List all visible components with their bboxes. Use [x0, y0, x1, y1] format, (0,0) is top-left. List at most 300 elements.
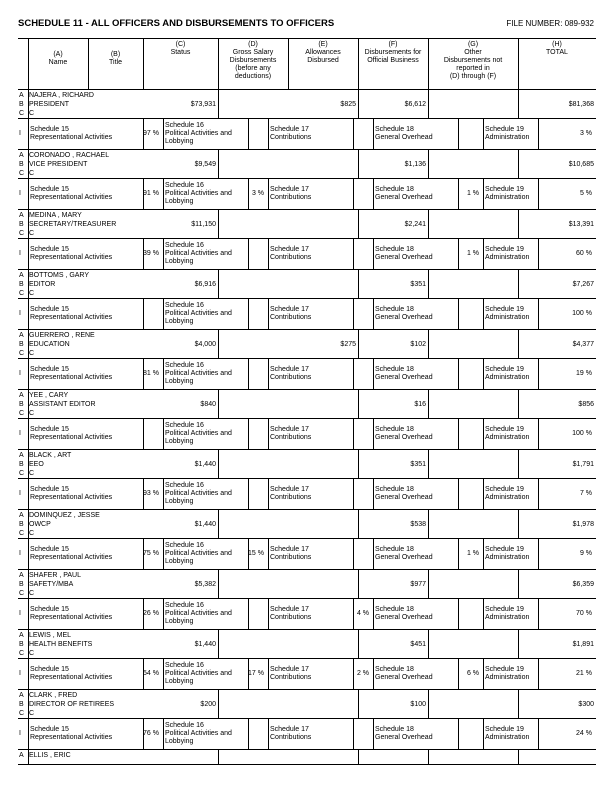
column-divider	[518, 150, 519, 178]
schedule-label-line: Contributions	[270, 554, 312, 561]
schedule-label-line: Schedule 15	[30, 366, 69, 373]
row-letters	[19, 211, 27, 238]
amount-total: $81,368	[568, 101, 594, 108]
schedule-label-line: Administration	[485, 434, 530, 441]
schedule-label-s15	[30, 606, 112, 622]
schedule-label-line: Representational Activities	[30, 254, 113, 261]
schedule-label-s18	[375, 606, 433, 622]
column-divider	[483, 599, 484, 629]
column-divider	[373, 359, 374, 389]
officer-title: OWCP	[29, 521, 51, 528]
percent-p16: 3 %	[251, 190, 264, 197]
amount-official: $2,241	[404, 221, 426, 228]
amount-salary: $11,150	[191, 221, 216, 228]
column-divider	[428, 330, 429, 358]
percent-p16: 15 %	[248, 550, 264, 557]
column-divider	[358, 150, 359, 178]
column-divider	[358, 570, 359, 598]
percentage-row	[18, 718, 596, 750]
column-divider	[268, 479, 269, 509]
column-divider	[358, 330, 359, 358]
schedule-label-line: Schedule 16	[165, 422, 204, 429]
schedule-label-line: Schedule 17	[270, 306, 309, 313]
row-letter: A	[19, 152, 24, 159]
schedule-label-line: Administration	[485, 314, 530, 321]
percent-p18: 1 %	[466, 250, 479, 257]
header-line: (H)	[552, 41, 562, 48]
schedule-label-s17	[270, 426, 311, 442]
amount-salary: $1,440	[194, 461, 216, 468]
officer-title: VICE PRESIDENT	[29, 161, 88, 168]
column-divider	[28, 659, 29, 689]
officer-row	[18, 510, 596, 538]
amount-salary: $9,549	[194, 161, 216, 168]
amount-total: $6,359	[572, 581, 594, 588]
column-divider	[373, 239, 374, 269]
schedule-label-s15	[30, 186, 112, 202]
column-divider	[483, 359, 484, 389]
schedule-label-s18	[375, 366, 433, 382]
schedule-label-s19	[485, 726, 529, 742]
row-letter: B	[19, 341, 24, 348]
column-divider	[428, 630, 429, 658]
column-divider	[353, 539, 354, 569]
officer-row	[18, 90, 596, 118]
schedule-label-line: Schedule 15	[30, 186, 69, 193]
table-header	[18, 39, 596, 90]
schedule-label-line: Schedule 15	[30, 486, 69, 493]
officer-status: C	[29, 290, 35, 297]
column-divider	[248, 599, 249, 629]
column-divider	[353, 719, 354, 749]
row-letters	[19, 271, 27, 298]
header-col-b	[88, 51, 143, 67]
schedule-label-line: Schedule 17	[270, 126, 309, 133]
schedule-label-line: Schedule 19	[485, 366, 524, 373]
schedule-label-line: Representational Activities	[30, 194, 113, 201]
column-divider	[353, 299, 354, 329]
schedule-label-line: Schedule 16	[165, 182, 204, 189]
percent-p18: 1 %	[466, 550, 479, 557]
schedule-label-line: Schedule 15	[30, 426, 69, 433]
column-divider	[353, 359, 354, 389]
officer-status: C	[29, 110, 35, 117]
schedule-label-line: General Overhead	[375, 614, 433, 621]
officer-title: SECRETARY/TREASURER	[29, 221, 117, 228]
column-divider	[518, 390, 519, 418]
column-divider	[268, 179, 269, 209]
schedule-label-s15	[30, 426, 112, 442]
schedule-label-line: Administration	[485, 254, 530, 261]
schedule-label-s15	[30, 666, 112, 682]
schedule-label-line: Political Activities and	[165, 130, 232, 137]
column-divider	[458, 119, 459, 149]
column-divider	[248, 239, 249, 269]
schedule-label-line: General Overhead	[375, 494, 433, 501]
amount-official: $351	[410, 461, 426, 468]
percent-p19: 3 %	[579, 130, 592, 137]
column-divider	[163, 299, 164, 329]
schedule-label-s17	[270, 606, 311, 622]
schedule-label-line: Schedule 16	[165, 482, 204, 489]
header-col-c	[143, 41, 218, 57]
amount-total: $10,685	[568, 161, 594, 168]
header-line: Name	[48, 59, 68, 66]
column-divider	[163, 239, 164, 269]
schedule-label-line: Political Activities and	[165, 250, 232, 257]
row-letters	[19, 571, 27, 598]
amount-allowances: $825	[340, 101, 356, 108]
officer-name: SHAFER , PAUL	[29, 572, 81, 579]
column-divider	[518, 570, 519, 598]
column-divider	[428, 690, 429, 718]
page-title: SCHEDULE 11 - ALL OFFICERS AND DISBURSEMENTS TO OFFICERS	[18, 18, 335, 29]
schedule-label-s16	[165, 242, 232, 266]
column-divider	[518, 210, 519, 238]
schedule-label-line: Representational Activities	[30, 494, 113, 501]
officer-title: EEO	[29, 461, 44, 468]
row-letter: C	[19, 230, 25, 237]
column-divider	[268, 239, 269, 269]
column-divider	[218, 630, 219, 658]
schedule-label-line: Contributions	[270, 434, 312, 441]
column-divider	[248, 719, 249, 749]
officer-info	[29, 451, 71, 478]
row-letters	[19, 691, 27, 718]
schedule-label-s15	[30, 546, 112, 562]
header-line: Allowances	[305, 49, 341, 56]
column-divider	[373, 539, 374, 569]
officer-title: HEALTH BENEFITS	[29, 641, 93, 648]
percent-p19: 60 %	[576, 250, 592, 257]
schedule-label-line: Lobbying	[165, 138, 194, 145]
schedule-label-s16	[165, 722, 232, 746]
schedule-label-line: Administration	[485, 554, 530, 561]
row-letter: B	[19, 461, 24, 468]
header-line: Disbursements for	[364, 49, 422, 56]
column-divider	[268, 539, 269, 569]
percent-p15: 76 %	[143, 730, 159, 737]
schedule-label-line: Schedule 17	[270, 666, 309, 673]
percent-p19: 5 %	[579, 190, 592, 197]
schedule-label-line: Schedule 18	[375, 186, 414, 193]
schedule-label-line: Schedule 18	[375, 606, 414, 613]
amount-official: $977	[410, 581, 426, 588]
schedule-label-line: Schedule 19	[485, 126, 524, 133]
pct-row-letter: I	[19, 550, 21, 557]
officer-name: CLARK , FRED	[29, 692, 78, 699]
schedule-label-s15	[30, 366, 112, 382]
column-divider	[248, 419, 249, 449]
schedule-label-line: Schedule 15	[30, 306, 69, 313]
percent-p15: 75 %	[143, 550, 159, 557]
column-divider	[28, 479, 29, 509]
column-divider	[373, 719, 374, 749]
amount-salary: $200	[200, 701, 216, 708]
column-divider	[483, 719, 484, 749]
row-letter: A	[19, 452, 24, 459]
schedule-label-s15	[30, 306, 112, 322]
officer-name: BOTTOMS , GARY	[29, 272, 90, 279]
column-divider	[268, 719, 269, 749]
row-letter: C	[19, 290, 25, 297]
amount-salary: $1,440	[194, 641, 216, 648]
officer-status: C	[29, 470, 35, 477]
column-divider	[373, 299, 374, 329]
column-divider	[248, 479, 249, 509]
column-divider	[218, 150, 219, 178]
percentage-row	[18, 418, 596, 450]
pct-row-letter: I	[19, 310, 21, 317]
schedule-label-s18	[375, 486, 433, 502]
schedule-label-line: Lobbying	[165, 498, 194, 505]
schedule-label-s16	[165, 482, 232, 506]
schedule-label-line: Schedule 16	[165, 362, 204, 369]
percent-p15: 93 %	[143, 490, 159, 497]
column-divider	[28, 239, 29, 269]
header-line: Title	[109, 59, 122, 66]
column-divider	[28, 119, 29, 149]
schedule-label-s19	[485, 366, 529, 382]
schedule-label-line: Contributions	[270, 734, 312, 741]
column-divider	[428, 150, 429, 178]
percentage-row	[18, 178, 596, 210]
column-divider	[358, 210, 359, 238]
row-letter: B	[19, 701, 24, 708]
percent-p17: 4 %	[356, 610, 369, 617]
pct-row-letter: I	[19, 250, 21, 257]
schedule-label-s18	[375, 306, 433, 322]
header-line: (D) through (F)	[449, 73, 497, 80]
header-line: Disbursements not	[443, 57, 503, 64]
column-divider	[428, 510, 429, 538]
schedule-label-line: Contributions	[270, 674, 312, 681]
percentage-row	[18, 478, 596, 510]
column-divider	[143, 299, 144, 329]
percentage-row	[18, 118, 596, 150]
column-divider	[428, 90, 429, 118]
percent-p15: 81 %	[143, 370, 159, 377]
schedule-label-s17	[270, 306, 311, 322]
percentage-row	[18, 358, 596, 390]
schedule-label-line: Schedule 18	[375, 546, 414, 553]
column-divider	[163, 659, 164, 689]
column-divider	[28, 359, 29, 389]
schedule-label-line: Schedule 18	[375, 726, 414, 733]
row-letters	[19, 151, 27, 178]
column-divider	[248, 359, 249, 389]
officer-title: PRESIDENT	[29, 101, 70, 108]
amount-total: $1,791	[572, 461, 594, 468]
schedule-label-line: Political Activities and	[165, 370, 232, 377]
schedule-label-line: Schedule 18	[375, 306, 414, 313]
pct-row-letter: I	[19, 190, 21, 197]
column-divider	[218, 510, 219, 538]
column-divider	[353, 479, 354, 509]
schedule-label-line: Schedule 15	[30, 666, 69, 673]
officer-info	[29, 691, 114, 718]
schedule-label-s16	[165, 362, 232, 386]
officer-row	[18, 630, 596, 658]
amount-salary: $4,000	[194, 341, 216, 348]
column-divider	[268, 419, 269, 449]
column-divider	[28, 299, 29, 329]
column-divider	[163, 539, 164, 569]
schedule-label-line: Lobbying	[165, 558, 194, 565]
column-divider	[358, 390, 359, 418]
header-line: (F)	[388, 41, 398, 48]
column-divider	[358, 510, 359, 538]
schedule-label-line: Administration	[485, 134, 530, 141]
row-letter: A	[19, 212, 24, 219]
schedule-label-line: Schedule 15	[30, 246, 69, 253]
schedule-label-line: Schedule 17	[270, 186, 309, 193]
pct-row-letter: I	[19, 670, 21, 677]
row-letter: B	[19, 281, 24, 288]
percent-p19: 7 %	[579, 490, 592, 497]
column-divider	[218, 270, 219, 298]
officer-status: C	[29, 710, 35, 717]
row-letter: B	[19, 221, 24, 228]
column-divider	[218, 450, 219, 478]
column-divider	[518, 510, 519, 538]
schedule-label-line: Schedule 19	[485, 546, 524, 553]
schedule-label-line: Political Activities and	[165, 490, 232, 497]
officer-name: YEE , CARY	[29, 392, 69, 399]
officer-row	[18, 270, 596, 298]
schedule-label-s19	[485, 126, 529, 142]
schedule-label-line: Representational Activities	[30, 554, 113, 561]
column-divider	[268, 659, 269, 689]
column-divider	[373, 419, 374, 449]
schedule-label-line: Representational Activities	[30, 134, 113, 141]
column-divider	[428, 570, 429, 598]
column-divider	[483, 539, 484, 569]
column-divider	[373, 599, 374, 629]
schedule-label-line: Political Activities and	[165, 670, 232, 677]
officer-info	[29, 211, 116, 238]
officer-name: LEWIS , MEL	[29, 632, 72, 639]
schedule-label-line: Political Activities and	[165, 550, 232, 557]
officer-title: SAFETY/MBA	[29, 581, 74, 588]
pct-row-letter: I	[19, 610, 21, 617]
schedule-label-line: Schedule 15	[30, 606, 69, 613]
column-divider	[218, 690, 219, 718]
schedule-label-line: Contributions	[270, 314, 312, 321]
officer-status: C	[29, 170, 35, 177]
column-divider	[428, 750, 429, 764]
schedule-label-s15	[30, 486, 112, 502]
schedule-label-line: Lobbying	[165, 618, 194, 625]
column-divider	[483, 659, 484, 689]
column-divider	[353, 179, 354, 209]
column-divider	[353, 119, 354, 149]
column-divider	[483, 119, 484, 149]
column-divider	[518, 330, 519, 358]
schedule-label-line: General Overhead	[375, 734, 433, 741]
row-letter: B	[19, 161, 24, 168]
schedule-label-line: Contributions	[270, 374, 312, 381]
schedule-label-line: Schedule 17	[270, 546, 309, 553]
schedule-label-s17	[270, 546, 311, 562]
officer-title: ASSISTANT EDITOR	[29, 401, 96, 408]
header-line: reported in	[456, 65, 490, 72]
officer-row-partial	[18, 750, 596, 765]
column-divider	[373, 119, 374, 149]
schedule-label-line: Administration	[485, 374, 530, 381]
column-divider	[28, 599, 29, 629]
officer-info	[29, 571, 81, 598]
column-divider	[358, 450, 359, 478]
schedule-label-s15	[30, 126, 112, 142]
schedule-label-line: Schedule 19	[485, 306, 524, 313]
column-divider	[218, 390, 219, 418]
schedule-label-s19	[485, 486, 529, 502]
schedule-label-line: Political Activities and	[165, 730, 232, 737]
column-divider	[458, 299, 459, 329]
column-divider	[428, 270, 429, 298]
column-divider	[218, 90, 219, 118]
amount-allowances: $275	[340, 341, 356, 348]
amount-official: $102	[410, 341, 426, 348]
column-divider	[163, 599, 164, 629]
officer-row	[18, 330, 596, 358]
column-divider	[518, 630, 519, 658]
officer-title: EDUCATION	[29, 341, 70, 348]
column-divider	[28, 179, 29, 209]
schedule-label-line: Schedule 16	[165, 662, 204, 669]
amount-salary: $5,382	[194, 581, 216, 588]
column-divider	[358, 750, 359, 764]
row-letter: B	[19, 521, 24, 528]
amount-salary: $73,931	[190, 101, 216, 108]
row-letters	[19, 511, 27, 538]
row-letter: A	[19, 692, 24, 699]
column-divider	[483, 239, 484, 269]
schedule-label-line: Representational Activities	[30, 674, 113, 681]
officer-status: C	[29, 530, 35, 537]
schedule-label-line: Contributions	[270, 194, 312, 201]
row-letters	[19, 391, 27, 418]
schedule-label-line: General Overhead	[375, 374, 433, 381]
amount-official: $1,136	[404, 161, 426, 168]
percent-p19: 21 %	[576, 670, 592, 677]
header-col-d	[218, 41, 288, 81]
amount-official: $538	[410, 521, 426, 528]
officer-info	[29, 271, 89, 298]
percent-p16: 17 %	[248, 670, 264, 677]
schedule-label-line: Schedule 19	[485, 726, 524, 733]
schedule-label-line: Schedule 17	[270, 486, 309, 493]
schedule-label-line: Schedule 17	[270, 366, 309, 373]
column-divider	[163, 359, 164, 389]
row-letter: C	[19, 410, 25, 417]
amount-official: $351	[410, 281, 426, 288]
column-divider	[458, 359, 459, 389]
schedule-label-s19	[485, 546, 529, 562]
table-body	[18, 90, 596, 765]
row-letter: A	[19, 272, 24, 279]
percent-p17: 2 %	[356, 670, 369, 677]
percent-p15: 39 %	[143, 250, 159, 257]
percent-p15: 54 %	[143, 670, 159, 677]
column-divider	[248, 299, 249, 329]
amount-total: $7,267	[572, 281, 594, 288]
column-divider	[163, 719, 164, 749]
schedule-label-s18	[375, 426, 433, 442]
schedule-label-line: Administration	[485, 674, 530, 681]
row-letter: B	[19, 581, 24, 588]
